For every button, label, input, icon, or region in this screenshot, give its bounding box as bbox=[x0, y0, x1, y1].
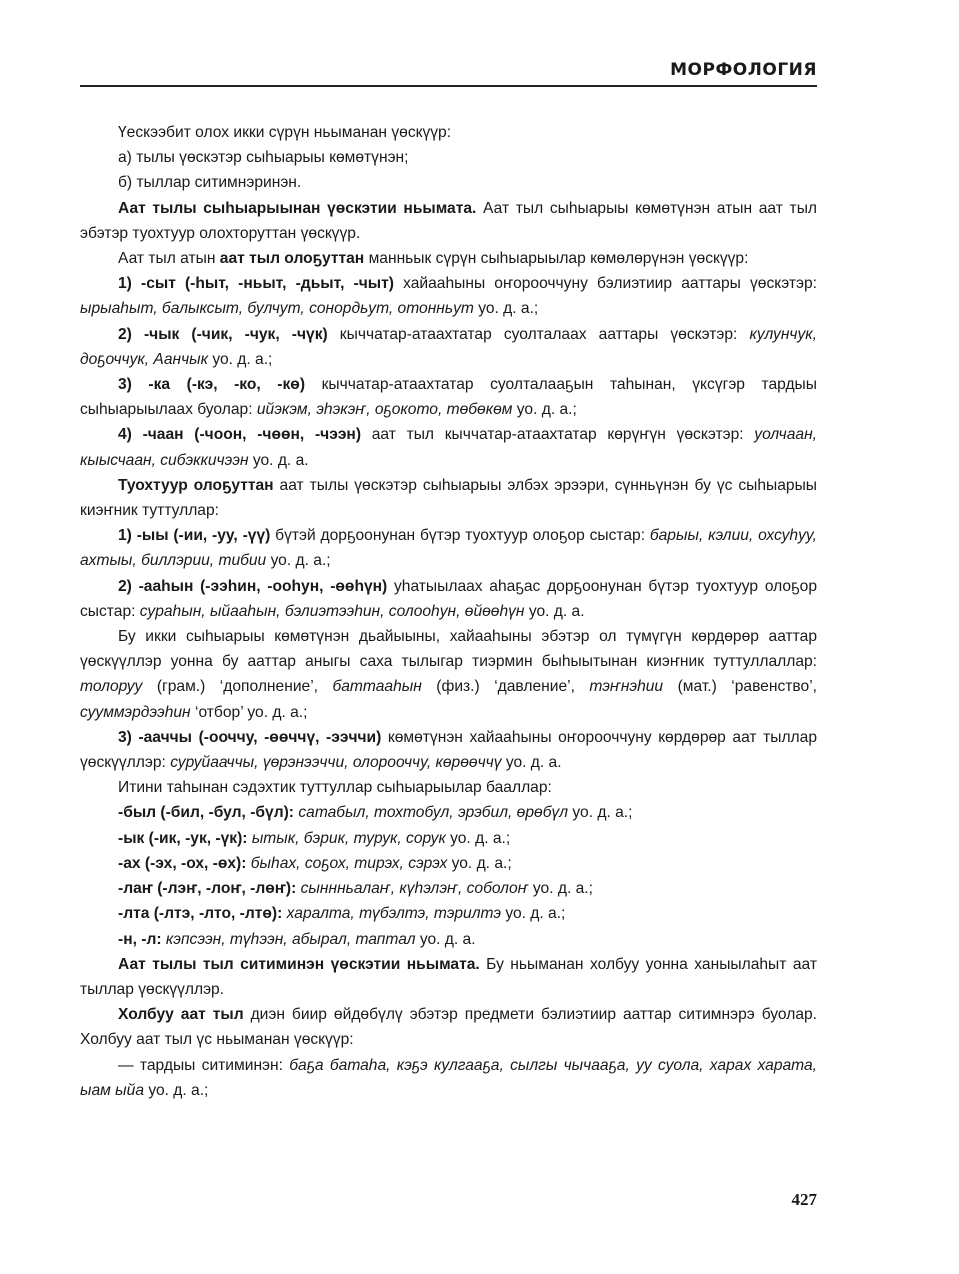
paragraph bbox=[80, 120, 817, 145]
examples: ырыаһыт, балыксыт, булчут, сонордьут, отонньут bbox=[80, 300, 474, 318]
suffix-term: 3) -ка (-кэ, -ко, -кө) bbox=[118, 376, 306, 394]
examples: кэпсээн, түһээн, абырал, таптал bbox=[161, 930, 416, 948]
paragraph bbox=[80, 775, 817, 800]
suffix-term: -ык (-ик, -ук, -үк): bbox=[118, 829, 248, 847]
paragraph-text: Аат тыл атын bbox=[118, 250, 220, 268]
list-item bbox=[80, 271, 817, 321]
examples: толоруу bbox=[80, 678, 143, 696]
paragraph-text: уо. д. а.; bbox=[144, 1081, 209, 1099]
examples: сатабыл, тохтобул, эрэбил, өрөбүл bbox=[294, 804, 569, 822]
paragraph-text: Бу икки сыһыарыы көмөтүнэн дьайыыны, хайааһыны эбэтэр ол түмүгүн көрдөрөр ааттар үөскүүллэр уонна бу ааттар аныгы саха тылыгар тиэрмин быһыытынан киэҥник туттуллаллар: bbox=[80, 628, 817, 671]
examples: уолчаан, кыысчаан, сибэккичээн bbox=[80, 426, 818, 469]
list-item bbox=[80, 574, 817, 624]
examples: ийэкэм, эһэкэҥ, оҕокото, төбөкөм bbox=[256, 401, 513, 419]
paragraph-text: Итини таһынан сэдэхтик туттуллар сыһыарыылар бааллар: bbox=[118, 779, 552, 797]
list-item bbox=[80, 170, 817, 195]
paragraph-text: ‘отбор’ уо. д. а.; bbox=[190, 703, 308, 721]
page-body bbox=[80, 120, 817, 1103]
suffix-term: -был (-бил, -бул, -бүл): bbox=[118, 804, 295, 822]
paragraph-text: кыччатар-атаахтатар суолталаах ааттары үөскэтэр: bbox=[327, 325, 750, 343]
paragraph-text: көмөтүнэн хайааһыны оҥорооччуну көрдөрөр аат тыллар үөскүүллэр: bbox=[80, 728, 817, 772]
section-heading: Аат тылы тыл ситиминэн үөскэтии ньымата. bbox=[118, 955, 480, 973]
paragraph-text: аат тыл кыччатар-атаахтатар көрүҥүн үөскэтэр: bbox=[361, 426, 755, 444]
list-item bbox=[80, 322, 817, 372]
list-item bbox=[80, 422, 817, 472]
paragraph-text: кыччатар-атаахтатар суолталааҕын таһынан, үксүгэр тардыы сыһыарыылаах буолар: bbox=[80, 376, 817, 419]
header-rule bbox=[80, 85, 817, 87]
section-heading: Аат тылы сыһыарыынан үөскэтии ньымата. bbox=[118, 199, 477, 217]
examples: суруйааччы, үөрэнээччи, олорооччу, көрөөччү bbox=[170, 754, 502, 772]
paragraph-text: уо. д. а.; bbox=[266, 552, 331, 570]
suffix-term: 2) -чык (-чик, -чук, -чүк) bbox=[118, 325, 328, 343]
paragraph-text: — тардыы ситиминэн: bbox=[118, 1056, 290, 1074]
list-item bbox=[80, 372, 817, 422]
list-item bbox=[80, 927, 817, 952]
paragraph bbox=[80, 196, 817, 246]
term: аат тыл олоҕуттан bbox=[219, 250, 365, 268]
paragraph bbox=[80, 473, 817, 523]
list-item bbox=[80, 851, 817, 876]
list-item-text: а) тылы үөскэтэр сыһыарыы көмөтүнэн; bbox=[118, 149, 409, 167]
list-item bbox=[80, 145, 817, 170]
paragraph-text: Бу ньыманан холбуу уонна ханыылаһыт аат тыллар үөскүүллэр. bbox=[80, 955, 817, 998]
examples: сураһын, ыйааһын, бэлиэтээһин, солооһун, өйөөһүн bbox=[139, 602, 525, 620]
paragraph bbox=[80, 246, 817, 271]
list-item bbox=[80, 1053, 817, 1103]
term: Холбуу аат тыл bbox=[118, 1006, 244, 1024]
paragraph-text: уо. д. а.; bbox=[501, 905, 566, 923]
examples: барыы, кэлии, охсуһуу, ахтыы, биллэрии, тибии bbox=[80, 527, 817, 570]
paragraph-text: хайааһыны оҥорооччуну бэлиэтиир ааттары үөскэтэр: bbox=[393, 275, 817, 293]
term: Туохтуур олоҕуттан bbox=[118, 476, 274, 494]
list-item bbox=[80, 725, 817, 775]
suffix-term: 1) -сыт (-һыт, -ньыт, -дьыт, -чыт) bbox=[118, 275, 394, 293]
paragraph-text: (физ.) ‘давление’, bbox=[421, 678, 590, 696]
examples: тэҥнэһии bbox=[589, 678, 664, 696]
paragraph-text: аат тылы үөскэтэр сыһыарыы элбэх эрээри, сүнньүнэн бу үс сыһыарыы киэҥник туттуллар: bbox=[80, 476, 818, 520]
paragraph-text: уо. д. а.; bbox=[447, 854, 512, 872]
list-item bbox=[80, 876, 817, 901]
paragraph-text: диэн биир өйдөбүлү эбэтэр предмети бэлиэтиир ааттар ситимнэрэ буолар. Холбуу аат тыл үс ньыманан үөскүүр: bbox=[80, 1006, 817, 1049]
suffix-term: 4) -чаан (-чоон, -чөөн, -чээн) bbox=[118, 426, 362, 444]
paragraph-text: Үескээбит олох икки сүрүн ньыманан үөскүүр: bbox=[118, 124, 452, 141]
paragraph-text: уо. д. а. bbox=[248, 451, 309, 469]
page-number: 427 bbox=[791, 1190, 817, 1209]
paragraph bbox=[80, 952, 817, 1002]
suffix-term: 2) -ааһын (-ээһин, -ооһун, -өөһүн) bbox=[118, 577, 388, 595]
paragraph-text: уо. д. а.; bbox=[208, 350, 273, 368]
suffix-term: 3) -ааччы (-ооччу, -өөччү, -ээччи) bbox=[118, 728, 382, 746]
paragraph-text: уо. д. а.; bbox=[512, 401, 577, 419]
paragraph-text: уо. д. а.; bbox=[445, 829, 511, 847]
paragraph-text: бүтэй дорҕоонунан бүтэр туохтуур олоҕор сыстар: bbox=[270, 527, 650, 545]
paragraph-text: (грам.) ‘дополнение’, bbox=[142, 678, 333, 696]
list-item bbox=[80, 901, 817, 926]
list-item bbox=[80, 826, 817, 851]
running-header-title: МОРФОЛОГИЯ bbox=[670, 60, 817, 80]
paragraph-text: уо. д. а.; bbox=[528, 880, 593, 898]
examples: кулунчук, доҕоччук, Аанчык bbox=[80, 325, 817, 368]
examples: сууммэрдээһин bbox=[80, 703, 191, 721]
examples: баттааһын bbox=[332, 678, 422, 696]
suffix-term: -лта (-лтэ, -лто, -лтө): bbox=[118, 905, 283, 923]
examples: быһах, соҕох, тирэх, сэрэх bbox=[246, 854, 448, 872]
paragraph-text: уо. д. а. bbox=[415, 930, 476, 948]
paragraph-text: Аат тыл сыһыарыы көмөтүнэн атын аат тыл эбэтэр туохтуур олохторуттан үөскүүр. bbox=[80, 199, 817, 242]
suffix-term: -н, -л: bbox=[118, 930, 162, 948]
paragraph bbox=[80, 1002, 817, 1052]
suffix-term: -лаҥ (-лэҥ, -лоҥ, -лөҥ): bbox=[118, 880, 297, 898]
paragraph-text: манньык сүрүн сыһыарыылар көмөлөрүнэн үөскүүр: bbox=[364, 250, 749, 268]
paragraph-text: уо. д. а.; bbox=[568, 804, 633, 822]
examples: ытык, бэрик, турук, сорук bbox=[247, 829, 446, 847]
list-item bbox=[80, 523, 817, 573]
paragraph bbox=[80, 624, 817, 725]
examples: сыннньалаҥ, күһэлэҥ, соболоҥ bbox=[296, 880, 529, 898]
paragraph-text: уһатыылаах аһаҕас дорҕоонунан бүтэр туохтуур олоҕор сыстар: bbox=[80, 577, 818, 620]
paragraph-text: (мат.) ‘равенство’, bbox=[663, 678, 817, 696]
list-item-text: б) тыллар ситимнэринэн. bbox=[118, 174, 302, 192]
suffix-term: 1) -ыы (-ии, -уу, -үү) bbox=[118, 527, 271, 545]
paragraph-text: уо. д. а.; bbox=[473, 300, 539, 318]
examples: харалта, түбэлтэ, тэрилтэ bbox=[282, 905, 501, 923]
list-item bbox=[80, 800, 817, 825]
suffix-term: -ах (-эх, -ох, -өх): bbox=[118, 854, 247, 872]
paragraph-text: уо. д. а. bbox=[501, 754, 562, 772]
paragraph-text: уо. д. а. bbox=[524, 602, 585, 620]
examples: баҕа батаһа, кэҕэ кулгааҕа, сылгы чычааҕа, уу суола, харах харата, ыам ыйа bbox=[80, 1056, 817, 1099]
